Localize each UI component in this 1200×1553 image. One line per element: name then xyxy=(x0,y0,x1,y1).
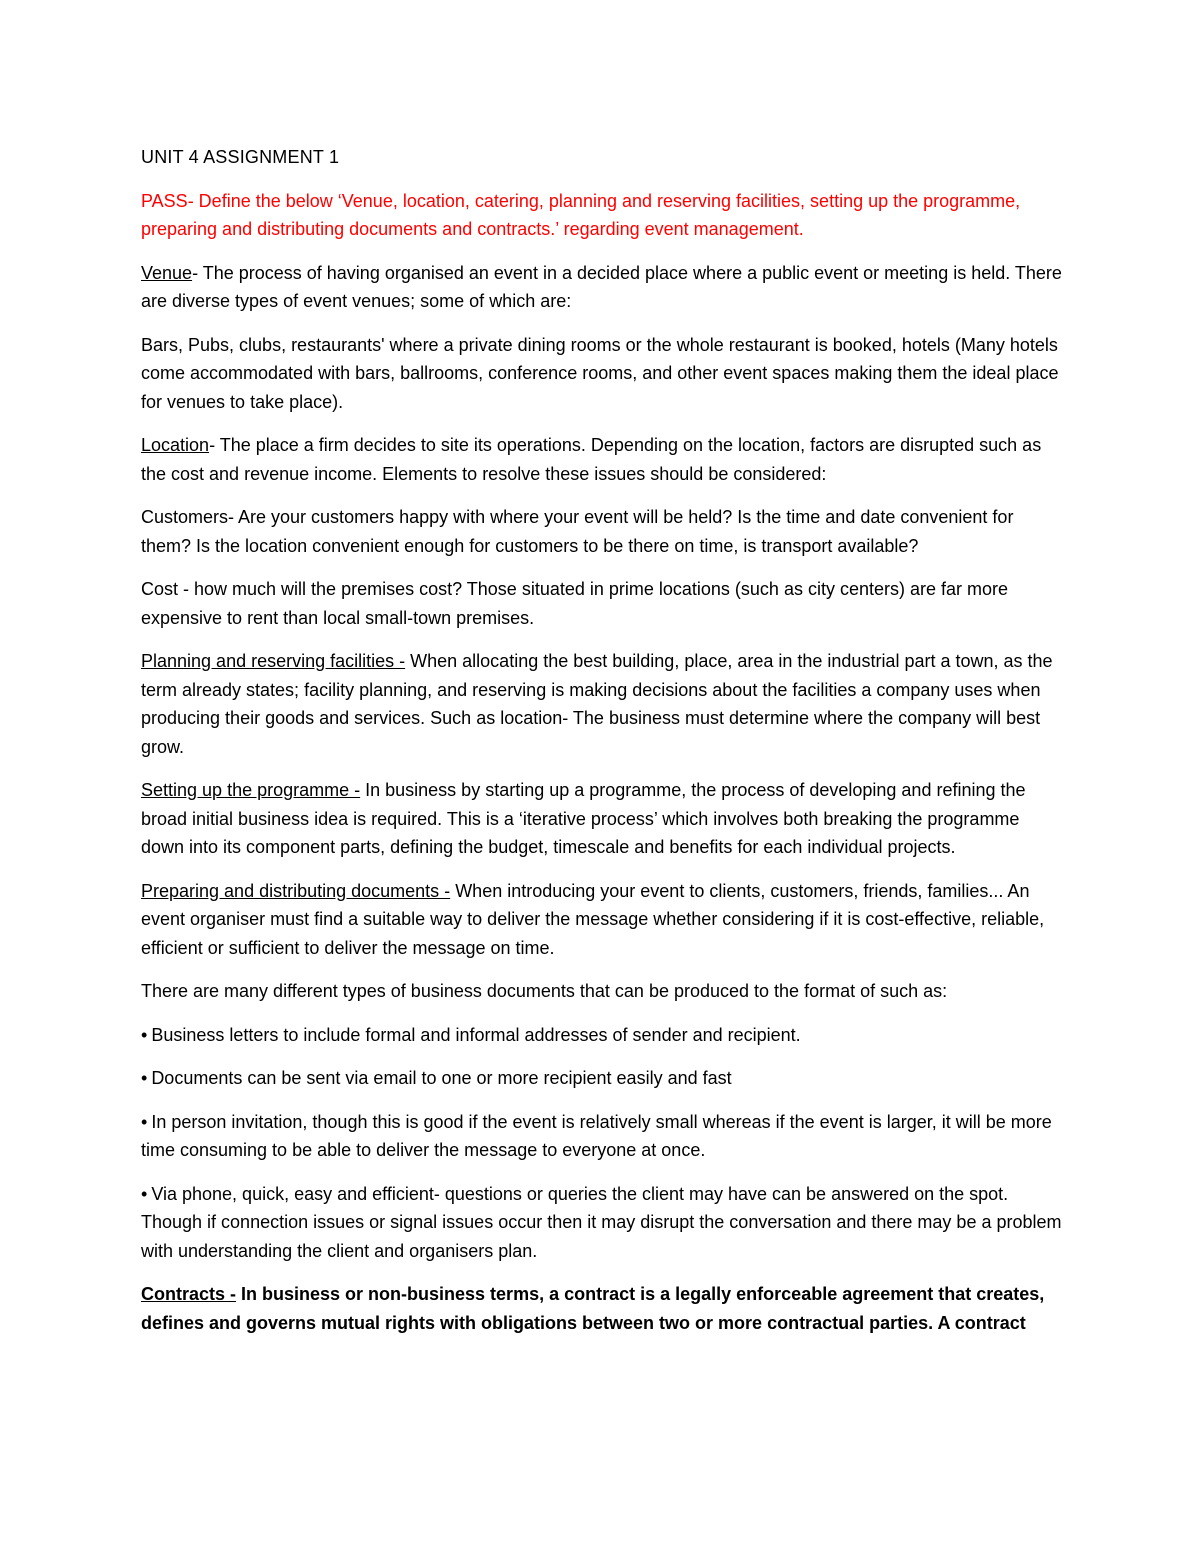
documents-heading: Preparing and distributing documents - xyxy=(141,880,451,901)
bullet-item xyxy=(141,1021,1066,1050)
contracts-paragraph xyxy=(141,1280,1066,1337)
bullet-icon: • xyxy=(141,1068,148,1088)
location-paragraph xyxy=(141,431,1066,488)
document-title: UNIT 4 ASSIGNMENT 1 xyxy=(141,147,340,167)
documents-text: When introducing your event to clients, customers, friends, families... An event organiser must find a suitable way to deliver the message whether considering if it is cost-effective, reliable, efficient or sufficient to deliver the message on time. xyxy=(141,880,1045,958)
planning-text: When allocating the best building, place, area in the industrial part a town, as the term already states; facility planning, and reserving is making decisions about the facilities a company uses when producing their goods and services. Such as location- The business must determine where the company will best grow. xyxy=(141,651,1053,757)
bullet-item xyxy=(141,1180,1066,1266)
customers-paragraph: Customers- Are your customers happy with where your event will be held? Is the time and date convenient for them? Is the location convenient enough for customers to be there on time, is transport available? xyxy=(141,507,1014,556)
documents-intro: There are many different types of business documents that can be produced to the format of such as: xyxy=(141,981,948,1001)
venue-heading: Venue xyxy=(141,262,193,283)
bullet-item xyxy=(141,1064,1066,1093)
bullet-text: In person invitation, though this is good if the event is relatively small whereas if the event is larger, it will be more time consuming to be able to deliver the message to everyone at once. xyxy=(141,1111,1052,1160)
cost-text: - how much will the premises cost? Those situated in prime locations (such as city centers) are far more expensive to rent than local small-town premises. xyxy=(141,579,1009,628)
bullet-text: Via phone, quick, easy and efficient- questions or queries the client may have can be answered on the spot. Though if connection issues or signal issues occur then it may disrupt the conversation and there may be a problem with understanding the client and organisers plan. xyxy=(141,1183,1062,1261)
venue-paragraph xyxy=(141,259,1066,316)
cost-paragraph xyxy=(141,575,1066,632)
planning-heading: Planning and reserving facilities - xyxy=(141,651,406,671)
contracts-text: In business or non-business terms, a contract is a legally enforceable agreement that creates, defines and governs mutual rights with obligations between two or more contractual parties. A contract xyxy=(141,1284,1045,1333)
planning-paragraph xyxy=(141,647,1066,761)
contracts-heading: Contracts - xyxy=(141,1284,237,1304)
bullet-icon: • xyxy=(141,1111,148,1132)
pass-prompt: PASS- Define the below ‘Venue, location, catering, planning and reserving facilities, setting up the programme, preparing and distributing documents and contracts.’ regarding event management. xyxy=(141,190,1021,239)
documents-paragraph xyxy=(141,877,1066,963)
programme-heading: Setting up the programme - xyxy=(141,780,361,800)
bullet-item xyxy=(141,1108,1066,1165)
location-heading: Location xyxy=(141,435,210,455)
bullet-icon: • xyxy=(141,1183,148,1204)
cost-label: Cost xyxy=(141,579,179,599)
bullet-text: Business letters to include formal and informal addresses of sender and recipient. xyxy=(151,1024,801,1045)
venue-text: - The process of having organised an event in a decided place where a public event or meeting is held. There are diverse types of event venues; some of which are: xyxy=(141,262,1062,311)
location-text: - The place a firm decides to site its operations. Depending on the location, factors are disrupted such as the cost and revenue income. Elements to resolve these issues should be considered: xyxy=(141,435,1042,484)
venue-examples: Bars, Pubs, clubs, restaurants' where a private dining rooms or the whole restaurant is booked, hotels (Many hotels come accommodated with bars, ballrooms, conference rooms, and other event spaces making them the ideal place for venues to take place). xyxy=(141,334,1059,412)
programme-text: In business by starting up a programme, the process of developing and refining the broad initial business idea is required. This is a ‘iterative process’ which involves both breaking the programme down into its component parts, defining the budget, timescale and benefits for each individual projects. xyxy=(141,780,1026,857)
bullet-icon: • xyxy=(141,1024,148,1045)
programme-paragraph xyxy=(141,776,1066,862)
document-body xyxy=(141,143,1066,1352)
bullet-text: Documents can be sent via email to one or more recipient easily and fast xyxy=(151,1068,732,1088)
